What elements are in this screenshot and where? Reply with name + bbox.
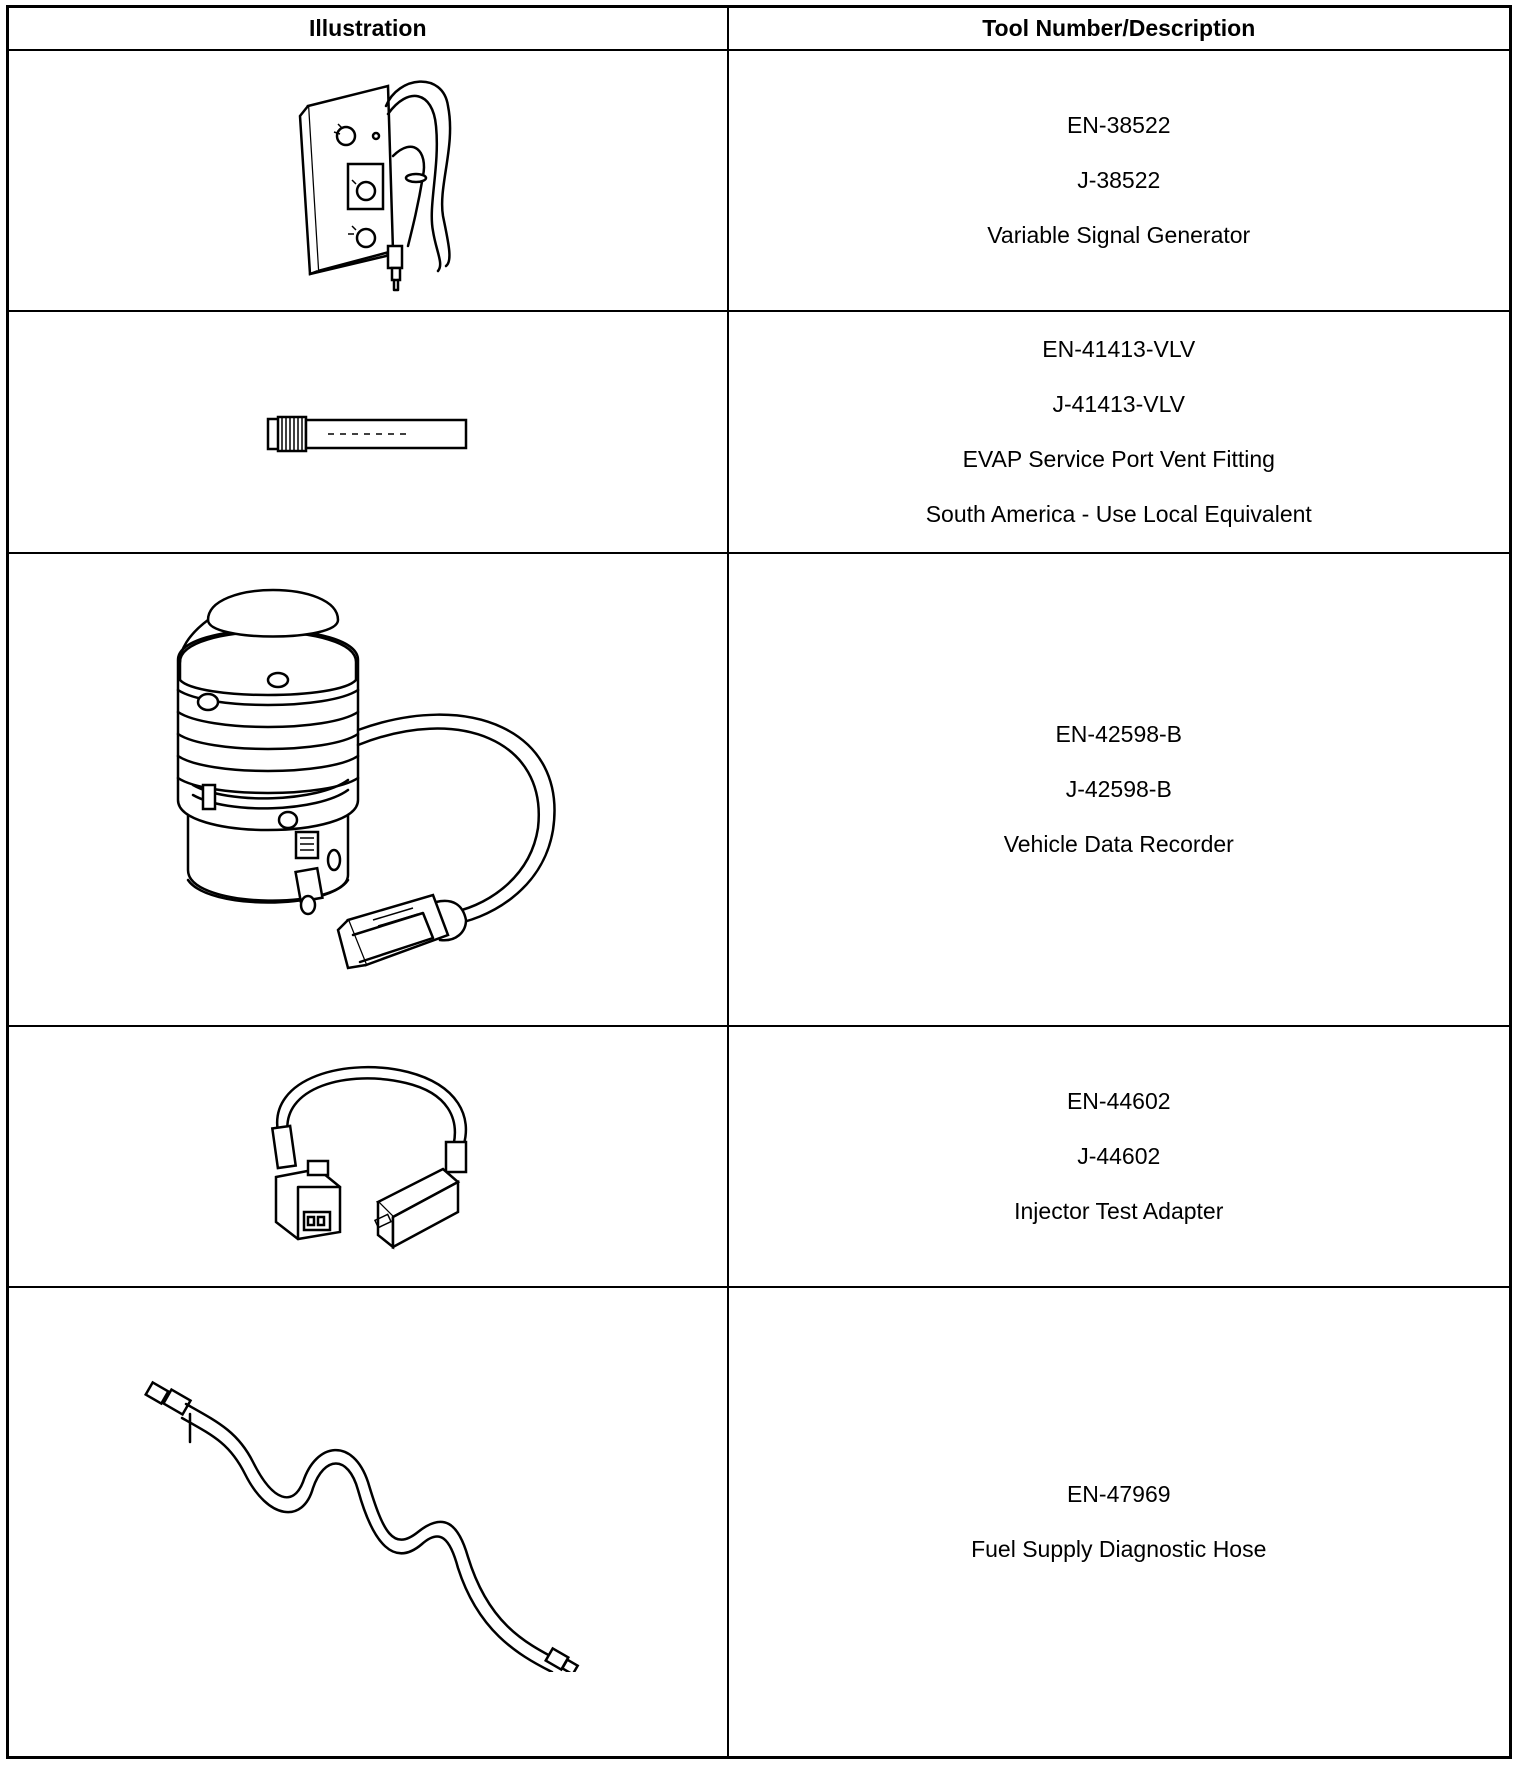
illustration-cell <box>8 1026 728 1287</box>
illustration-cell <box>8 311 728 553</box>
tool-number-j: J-41413-VLV <box>1052 391 1186 417</box>
tool-number-en: EN-42598-B <box>1055 721 1183 747</box>
table-row <box>8 50 1511 311</box>
tool-number-en: EN-44602 <box>1066 1088 1171 1114</box>
table-row <box>8 1287 1511 1758</box>
vehicle-data-recorder-illustration <box>148 580 588 1000</box>
description-cell <box>728 1026 1511 1287</box>
table-row <box>8 1026 1511 1287</box>
description-cell <box>728 1287 1511 1758</box>
evap-vent-fitting-illustration <box>258 407 478 457</box>
illustration-cell <box>8 1287 728 1758</box>
variable-signal-generator-illustration <box>268 66 468 296</box>
fuel-supply-hose-illustration <box>138 1372 598 1672</box>
tool-number-j: J-38522 <box>1077 167 1161 193</box>
tool-number-en: EN-41413-VLV <box>1042 336 1196 362</box>
tool-number-j: J-42598-B <box>1065 776 1172 802</box>
tool-note: South America - Use Local Equivalent <box>925 501 1312 527</box>
tool-number-en: EN-38522 <box>1066 112 1171 138</box>
description-cell <box>728 50 1511 311</box>
injector-test-adapter-illustration <box>248 1057 488 1257</box>
special-tools-table <box>6 5 1512 1759</box>
table-row <box>8 553 1511 1026</box>
tool-description: Variable Signal Generator <box>987 222 1251 248</box>
tool-description: EVAP Service Port Vent Fitting <box>962 446 1275 472</box>
tool-description: Vehicle Data Recorder <box>1003 831 1234 857</box>
header-illustration: Illustration <box>8 7 728 51</box>
illustration-cell <box>8 50 728 311</box>
description-cell <box>728 553 1511 1026</box>
illustration-cell <box>8 553 728 1026</box>
tool-number-j: J-44602 <box>1077 1143 1161 1169</box>
tool-description: Fuel Supply Diagnostic Hose <box>971 1536 1267 1562</box>
table-row <box>8 311 1511 553</box>
tool-description: Injector Test Adapter <box>1014 1198 1224 1224</box>
description-cell <box>728 311 1511 553</box>
header-tool-description: Tool Number/Description <box>728 7 1511 51</box>
tool-number-en: EN-47969 <box>1066 1481 1171 1507</box>
table-header-row <box>8 7 1511 51</box>
